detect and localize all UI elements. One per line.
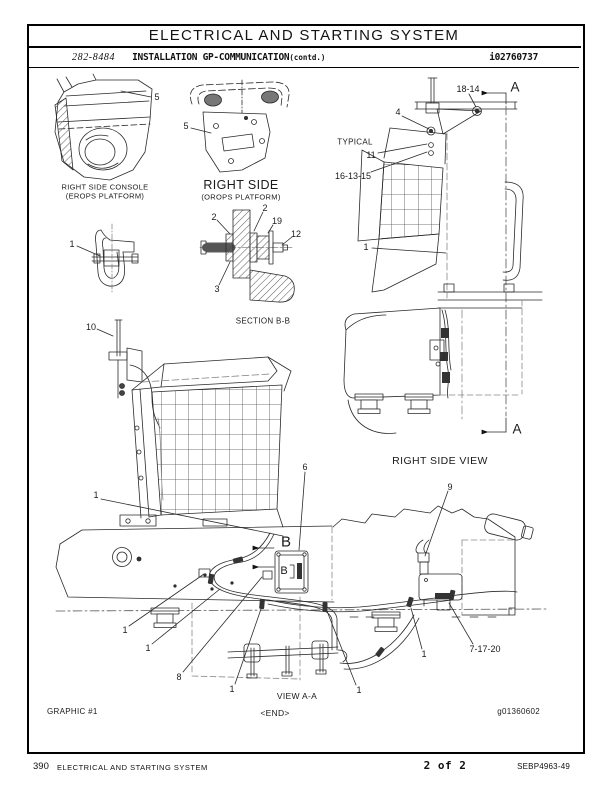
graphic-id: g01360602 (497, 707, 540, 716)
callout-2-left: 2 (211, 212, 217, 222)
callout-16-13-15: 16-13-15 (334, 171, 372, 181)
label-right-side-console: RIGHT SIDE CONSOLE (61, 182, 149, 192)
footer-page-number: 390 (33, 761, 49, 772)
label-orops-platform: (OROPS PLATFORM) (201, 192, 281, 202)
footer-page-of: 2 of 2 (423, 759, 467, 772)
page-frame (27, 24, 585, 754)
callout-1-frame: 1 (93, 490, 99, 500)
callout-10: 10 (85, 322, 97, 332)
page-header (27, 24, 581, 48)
section-marker-b-inner: B (280, 565, 288, 577)
part-number: 282-8484 (72, 52, 116, 63)
callout-4: 4 (395, 107, 401, 117)
callout-18-14: 18-14 (456, 84, 480, 94)
callout-1-harness-a: 1 (122, 625, 128, 635)
graphic-caption: GRAPHIC #1 (47, 707, 98, 716)
callout-6: 6 (302, 462, 308, 472)
doc-title: INSTALLATION GP-COMMUNICATION (132, 52, 290, 63)
callout-2-top: 2 (262, 203, 268, 213)
callout-5-bracket: 5 (183, 121, 189, 131)
callout-1-clip: 1 (69, 239, 75, 249)
callout-1-harness-c: 1 (229, 684, 235, 694)
label-erops-platform: (EROPS PLATFORM) (65, 191, 145, 201)
callout-3: 3 (214, 284, 220, 294)
callout-12: 12 (290, 229, 302, 239)
label-end-marker: <END> (260, 708, 290, 718)
contd-note: (contd.) (289, 53, 326, 62)
section-marker-a-top: A (510, 79, 520, 95)
callout-1-harness-e: 1 (421, 649, 427, 659)
callout-5-console: 5 (154, 92, 160, 102)
callout-7-17-20: 7-17-20 (469, 644, 501, 654)
label-section-bb: SECTION B-B (235, 316, 291, 326)
section-marker-a-bottom: A (512, 421, 522, 437)
callout-8: 8 (176, 672, 182, 682)
callout-1-harness-b: 1 (145, 643, 151, 653)
doc-id: i02760737 (489, 52, 538, 63)
section-marker-b-outer: B (280, 533, 292, 551)
label-view-aa: VIEW A-A (276, 691, 318, 701)
callout-1-harness-d: 1 (356, 685, 362, 695)
callout-11: 11 (366, 150, 376, 160)
label-right-side-view: RIGHT SIDE VIEW (392, 455, 488, 467)
callout-1-rsv: 1 (363, 242, 369, 252)
callout-9: 9 (447, 482, 453, 492)
label-typical: TYPICAL (337, 137, 373, 147)
footer-title: ELECTRICAL AND STARTING SYSTEM (57, 763, 208, 772)
doc-subheader (29, 48, 579, 68)
footer-doc-code: SEBP4963-49 (517, 762, 570, 771)
page-title: ELECTRICAL AND STARTING SYSTEM (148, 26, 460, 44)
callout-19: 19 (271, 216, 283, 226)
label-right-side: RIGHT SIDE (203, 178, 279, 192)
